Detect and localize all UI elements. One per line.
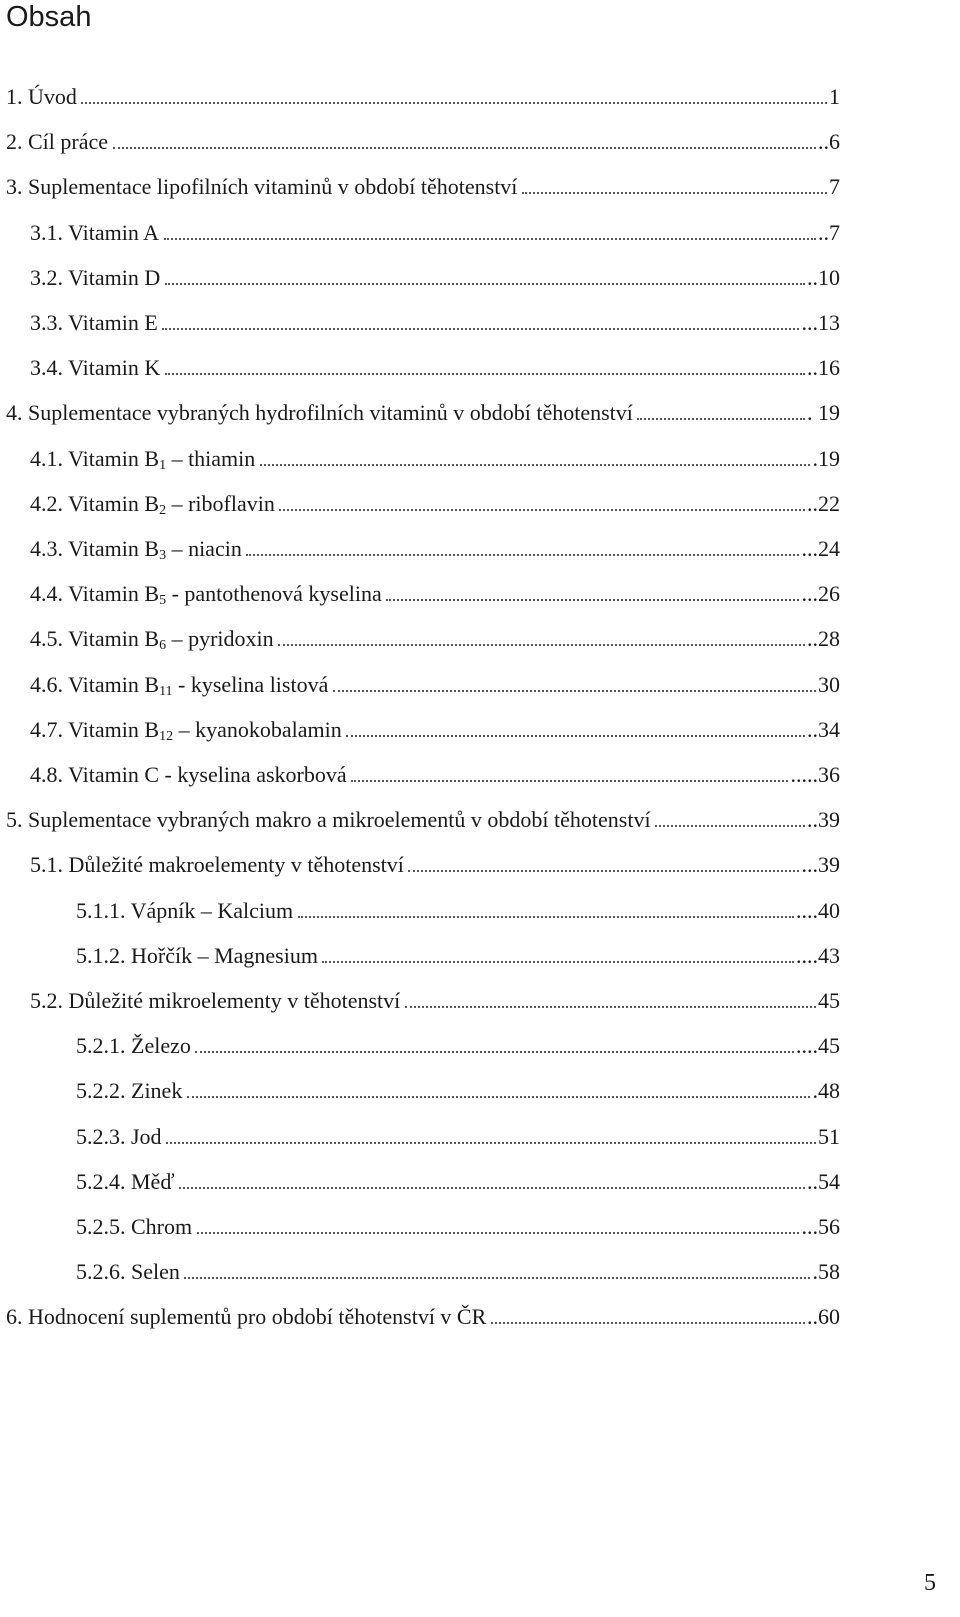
toc-entry-title-text: 5.2.3. Jod — [76, 1124, 162, 1149]
toc-entry-page: ..39 — [807, 807, 840, 832]
toc-entry-title — [30, 534, 242, 564]
toc-entry[interactable] — [30, 534, 840, 564]
toc-entry-subscript: 11 — [159, 684, 173, 699]
toc-entry-page: 1 — [829, 84, 840, 109]
toc-entry-title — [30, 986, 400, 1016]
toc-entry-leader — [655, 825, 805, 827]
toc-entry[interactable] — [30, 850, 840, 880]
toc-entry-title-text: 3.3. Vitamin E — [30, 310, 158, 335]
toc-entry-leader — [81, 102, 827, 104]
toc-entry-leader — [165, 373, 805, 375]
toc-entry-subscript: 5 — [159, 593, 167, 608]
toc-entry-page: ....43 — [796, 943, 840, 968]
toc-entry-title-rest: – niacin — [166, 536, 242, 561]
toc-entry-title-text: 3.4. Vitamin K — [30, 355, 161, 380]
toc-entry-leader — [322, 961, 794, 963]
toc-entry-leader — [260, 464, 810, 466]
toc-entry-subscript: 6 — [159, 638, 167, 653]
toc-entry-title-text: 5.2. Důležité mikroelementy v těhotenství — [30, 988, 401, 1013]
toc-entry-title — [76, 1031, 191, 1061]
toc-entry-leader — [164, 238, 816, 240]
toc-entry-leader — [179, 1187, 805, 1189]
toc-entry-title — [76, 1257, 180, 1287]
toc-entry-title — [30, 624, 274, 654]
toc-entry[interactable] — [30, 760, 840, 790]
toc-entry-page: ..16 — [807, 355, 840, 380]
toc-entry-page: ...13 — [801, 310, 840, 335]
toc-entry-title-text: 4.2. Vitamin B — [30, 491, 160, 516]
toc-entry-title — [76, 1076, 182, 1106]
toc-entry-title — [30, 444, 255, 474]
toc-entry-page: ..54 — [807, 1169, 840, 1194]
toc-entry-title — [6, 398, 633, 428]
toc-entry-page: 7 — [829, 174, 840, 199]
toc-entry-title — [30, 308, 158, 338]
toc-entry[interactable] — [6, 1302, 840, 1332]
toc-entry-page: ..7 — [818, 220, 840, 245]
toc-entry-title-text: 1. Úvod — [6, 84, 77, 109]
toc-entry[interactable] — [76, 1167, 840, 1197]
toc-entry[interactable] — [30, 986, 840, 1016]
toc-entry-title-text: 4. Suplementace vybraných hydrofilních vitaminů v období těhotenství — [6, 400, 633, 425]
toc-entry-title — [6, 172, 517, 202]
toc-entry-title — [76, 1167, 175, 1197]
toc-entry-page: ...39 — [801, 852, 840, 877]
toc-entry[interactable] — [30, 489, 840, 519]
toc-entry-page: ...56 — [801, 1214, 840, 1239]
toc-entry-title-text: 5.2.5. Chrom — [76, 1214, 193, 1239]
toc-entry-title — [76, 941, 318, 971]
toc-entry[interactable] — [30, 444, 840, 474]
toc-entry-title-rest: – kyanokobalamin — [173, 717, 342, 742]
toc-entry-title — [6, 1302, 486, 1332]
toc-entry-leader — [166, 1142, 816, 1144]
toc-entry-title-text: 4.5. Vitamin B — [30, 626, 160, 651]
toc-entry-title-text: 6. Hodnocení suplementů pro období těhotenství v ČR — [6, 1304, 487, 1329]
toc-entry-page: ..22 — [807, 491, 840, 516]
toc-entry-title-text: 2. Cíl práce — [6, 129, 109, 154]
toc-entry-title — [30, 218, 159, 248]
toc-entry-title-text: 5.1.2. Hořčík – Magnesium — [76, 943, 318, 968]
page-title: Obsah — [6, 1, 92, 33]
toc-entry-leader — [165, 283, 805, 285]
toc-entry-leader — [405, 1006, 816, 1008]
toc-entry-title-text: 3.1. Vitamin A — [30, 220, 160, 245]
toc-entry[interactable] — [30, 218, 840, 248]
toc-entry-title-rest: – pyridoxin — [166, 626, 274, 651]
toc-entry-page: . 19 — [807, 400, 840, 425]
toc-entry[interactable] — [76, 1257, 840, 1287]
toc-entry-title — [30, 850, 404, 880]
toc-entry-title — [30, 489, 275, 519]
toc-entry[interactable] — [30, 353, 840, 383]
toc-entry-title-text: 3. Suplementace lipofilních vitaminů v období těhotenství — [6, 174, 518, 199]
toc-entry-page: .....36 — [790, 762, 840, 787]
toc-entry-leader — [408, 870, 799, 872]
toc-entry-title — [6, 127, 108, 157]
toc-entry[interactable] — [6, 398, 840, 428]
toc-entry-page: .58 — [812, 1259, 840, 1284]
toc-entry-page: ..60 — [807, 1304, 840, 1329]
toc-entry-page: ..28 — [807, 626, 840, 651]
toc-entry[interactable] — [30, 263, 840, 293]
toc-entry-page: ..10 — [807, 265, 840, 290]
toc-entry-title-text: 5.1.1. Vápník – Kalcium — [76, 898, 294, 923]
toc-entry[interactable] — [6, 82, 840, 112]
toc-entry-page: 45 — [818, 988, 840, 1013]
toc-entry-leader — [113, 147, 816, 149]
toc-entry[interactable] — [6, 127, 840, 157]
toc-entry-title-text: 4.1. Vitamin B — [30, 446, 160, 471]
toc-entry-title — [76, 1212, 192, 1242]
toc-entry-title-text: 4.3. Vitamin B — [30, 536, 160, 561]
toc-entry[interactable] — [30, 579, 840, 609]
toc-entry[interactable] — [6, 805, 840, 835]
toc-entry-title — [76, 896, 293, 926]
toc-entry-title — [30, 353, 160, 383]
toc-entry-title — [30, 263, 160, 293]
toc-entry-leader — [279, 509, 805, 511]
toc-entry-leader — [491, 1322, 805, 1324]
toc-entry-page: 51 — [818, 1124, 840, 1149]
toc-entry[interactable] — [30, 670, 840, 700]
toc-entry-title — [30, 760, 347, 790]
toc-entry-page: ..34 — [807, 717, 840, 742]
toc-entry-title-text: 5.2.1. Železo — [76, 1033, 191, 1058]
toc-entry-subscript: 1 — [159, 458, 167, 473]
toc-entry-title-text: 5.1. Důležité makroelementy v těhotenství — [30, 852, 404, 877]
toc-entry-title — [6, 82, 77, 112]
toc-entry-page: 30 — [818, 672, 840, 697]
toc-entry[interactable] — [76, 941, 840, 971]
toc-entry-leader — [333, 690, 816, 692]
toc-entry-title — [30, 670, 328, 700]
toc-entry[interactable] — [76, 1212, 840, 1242]
toc-entry-subscript: 2 — [159, 503, 167, 518]
toc-entry-leader — [351, 780, 788, 782]
toc-entry[interactable] — [30, 624, 840, 654]
toc-entry-title-rest: – riboflavin — [166, 491, 275, 516]
toc-entry[interactable] — [30, 715, 840, 745]
toc-entry-leader — [522, 192, 827, 194]
toc-entry-page: ...26 — [801, 581, 840, 606]
toc-entry-page: .48 — [812, 1078, 840, 1103]
toc-entry-title-text: 4.6. Vitamin B — [30, 672, 160, 697]
toc-entry[interactable] — [76, 1031, 840, 1061]
toc-entry-leader — [197, 1232, 799, 1234]
toc-entry-title-rest: – thiamin — [166, 446, 256, 471]
toc-entry-subscript: 3 — [159, 548, 167, 563]
toc-entry-title-text: 4.8. Vitamin C - kyselina askorbová — [30, 762, 347, 787]
toc-entry-leader — [162, 328, 799, 330]
toc-entry-page: ...24 — [801, 536, 840, 561]
toc-entry-page: .19 — [812, 446, 840, 471]
toc-entry-title-text: 4.4. Vitamin B — [30, 581, 160, 606]
page-number: 5 — [924, 1570, 936, 1596]
toc-entry-title-rest: - pantothenová kyselina — [166, 581, 382, 606]
toc-entry[interactable] — [30, 308, 840, 338]
toc-entry-title-text: 3.2. Vitamin D — [30, 265, 161, 290]
toc-entry-leader — [246, 554, 799, 556]
toc-entry-leader — [346, 735, 805, 737]
toc-entry[interactable] — [76, 1076, 840, 1106]
toc-entry-leader — [298, 916, 794, 918]
toc-entry-page: ....45 — [796, 1033, 840, 1058]
toc-entry-title-text: 5.2.6. Selen — [76, 1259, 180, 1284]
toc-entry-title — [30, 579, 382, 609]
toc-entry-leader — [184, 1277, 810, 1279]
toc-entry-title-text: 4.7. Vitamin B — [30, 717, 160, 742]
toc-entry-leader — [386, 599, 799, 601]
toc-entry[interactable] — [6, 172, 840, 202]
toc-entry[interactable] — [76, 1122, 840, 1152]
toc-entry-leader — [195, 1051, 794, 1053]
toc-entry[interactable] — [76, 896, 840, 926]
toc-entry-leader — [187, 1096, 810, 1098]
toc-entry-subscript: 12 — [159, 729, 174, 744]
toc-entry-title-text: 5. Suplementace vybraných makro a mikroelementů v období těhotenství — [6, 807, 651, 832]
toc-entry-leader — [637, 418, 805, 420]
toc-entry-title — [6, 805, 651, 835]
toc-entry-title — [30, 715, 342, 745]
toc-entry-title — [76, 1122, 162, 1152]
toc-entry-page: ....40 — [796, 898, 840, 923]
toc-entry-title-text: 5.2.2. Zinek — [76, 1078, 183, 1103]
toc-entry-leader — [278, 644, 805, 646]
toc-entry-title-text: 5.2.4. Měď — [76, 1169, 175, 1194]
toc-entry-page: ..6 — [818, 129, 840, 154]
toc-entry-title-rest: - kyselina listová — [172, 672, 329, 697]
